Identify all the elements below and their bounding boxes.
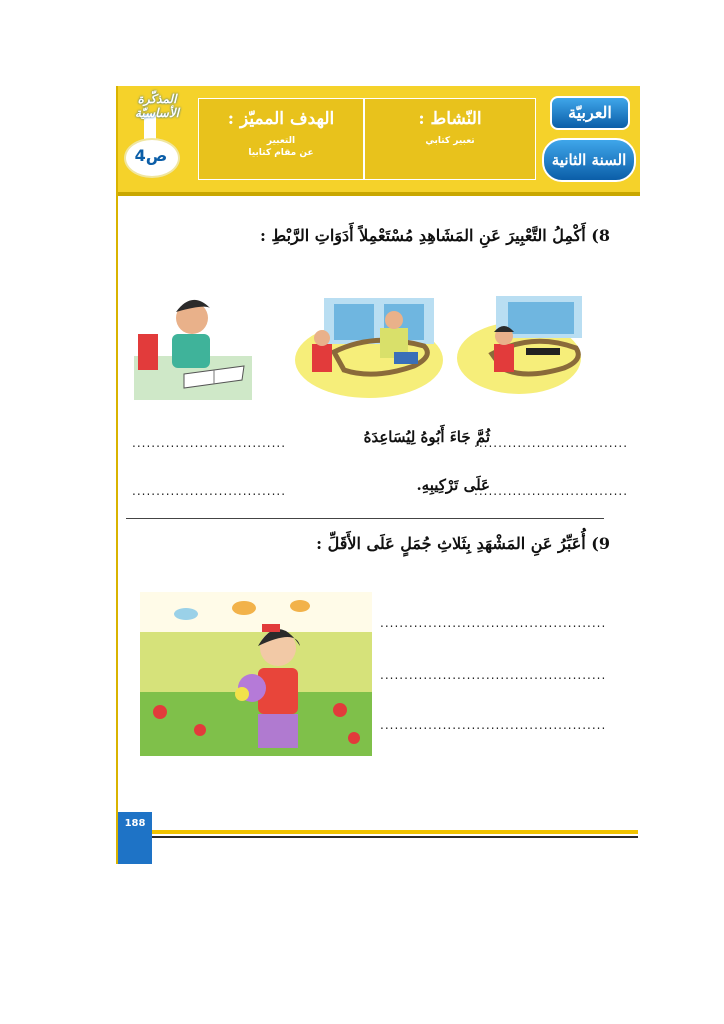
question-8-number: 8) xyxy=(591,226,610,245)
worksheet-page xyxy=(116,86,640,864)
year-badge: السنة الثانية xyxy=(542,138,636,182)
question-8 xyxy=(260,226,610,245)
q9-answer-line-2[interactable]: ............................................... xyxy=(380,668,607,682)
logo-number: 4ص xyxy=(134,146,168,165)
activity-title: النّشاط : xyxy=(418,109,482,129)
answer-line-2-right[interactable]: ................................ xyxy=(474,484,629,498)
activity-box xyxy=(364,98,536,180)
answer-line-1-left[interactable]: ................................ xyxy=(132,436,287,450)
answer-line-1-right[interactable]: ................................ xyxy=(474,436,629,450)
header-divider xyxy=(118,192,640,196)
logo-text: المذكّرة الأساسيّة xyxy=(135,92,179,120)
q9-answer-line-3[interactable]: ............................................... xyxy=(380,718,607,732)
footer-line-yellow xyxy=(152,830,638,834)
father-helping-illustration xyxy=(294,292,444,398)
goal-line2: عن مقام كتابيا xyxy=(248,148,314,158)
question-9 xyxy=(316,534,610,553)
section-divider xyxy=(126,518,604,519)
sentence-1: ثُمَّ جَاءَ أَبُوهُ لِيُسَاعِدَهُ xyxy=(363,428,490,446)
boy-reading-illustration xyxy=(134,292,252,404)
goal-title: الهدف المميّز : xyxy=(227,109,335,129)
q9-answer-line-1[interactable]: ............................................... xyxy=(380,616,607,630)
answer-line-2-left[interactable]: ................................ xyxy=(132,484,287,498)
question-9-number: 9) xyxy=(591,534,610,553)
footer-line-dark xyxy=(152,836,638,838)
goal-line1: التعبير xyxy=(266,136,296,146)
sentence-2: عَلَى تَرْكِيبِهِ. xyxy=(416,476,490,494)
subject-badge: العربيّة xyxy=(550,96,630,130)
goal-box xyxy=(198,98,364,180)
page-number: 188 xyxy=(124,818,146,829)
logo xyxy=(118,86,198,192)
question-9-text: أُعَبِّرُ عَنِ المَشْهَدِ بِثَلاثِ جُمَلٍ عَلَى الأَقَلِّ : xyxy=(316,534,586,553)
girl-field-illustration xyxy=(140,592,372,756)
question-8-text: أَكْمِلُ التَّعْبِيرَ عَنِ المَشَاهِدِ مُسْتَعْمِلاً أَدَوَاتِ الرَّبْطِ : xyxy=(259,226,586,245)
boy-train-illustration xyxy=(456,292,582,396)
activity-value: تعبير كتابي xyxy=(425,136,475,146)
